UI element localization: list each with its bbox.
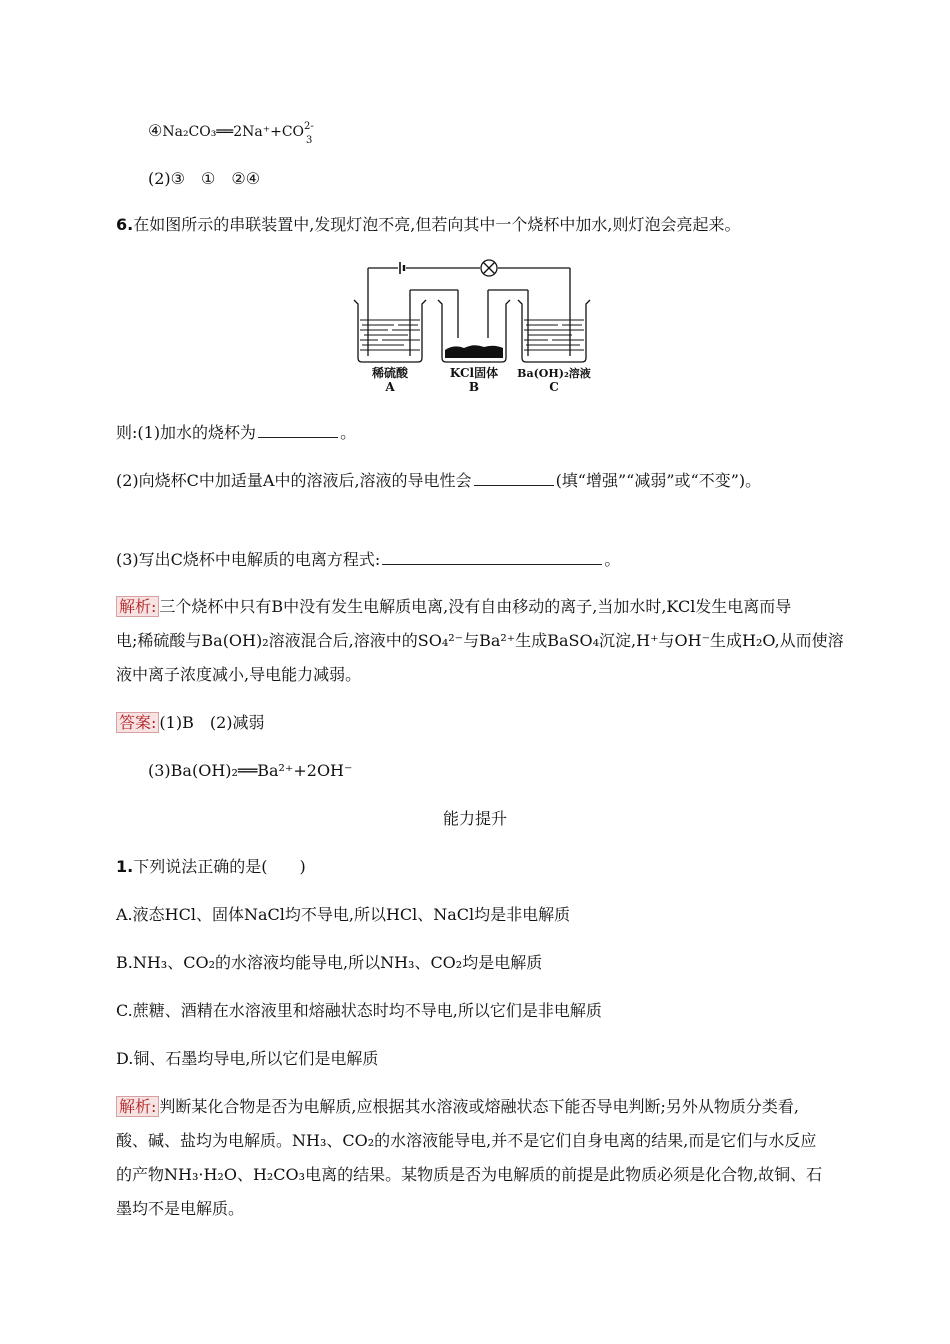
question-1-text: 下列说法正确的是( )	[133, 857, 306, 876]
equation-4-label: ④	[148, 121, 163, 140]
analysis-tag-2: 解析:	[116, 1096, 159, 1117]
question-6-part3-end: 。	[604, 550, 621, 569]
question-6-analysis-line1	[116, 596, 791, 618]
question-6-part2-text: (2)向烧杯C中加适量A中的溶液后,溶液的导电性会	[116, 471, 472, 490]
kcl-solid	[445, 345, 503, 358]
question-6-analysis-line3: 液中离子浓度减小,导电能力减弱。	[116, 665, 362, 684]
option-d[interactable]: D.铜、石墨均导电,所以它们是电解质	[116, 1049, 379, 1068]
answer-blank-1[interactable]	[258, 420, 338, 438]
question-6-analysis-line2: 电;稀硫酸与Ba(OH)₂溶液混合后,溶液中的SO₄²⁻与Ba²⁺生成BaSO₄沉淀,H⁺与OH⁻生成H₂O,从而使溶	[116, 631, 844, 650]
answer-text-1: (1)B (2)减弱	[159, 713, 265, 732]
beaker-c-label: Ba(OH)₂溶液	[517, 367, 591, 380]
beaker-a	[354, 300, 426, 362]
beaker-c-letter: C	[549, 380, 559, 394]
answer-tag: 答案:	[116, 712, 159, 733]
question-6-part1	[116, 420, 356, 444]
analysis-tag: 解析:	[116, 596, 159, 617]
equation-4	[148, 120, 316, 146]
question-6-text: 在如图所示的串联装置中,发现灯泡不亮,但若向其中一个烧杯中加水,则灯泡会亮起来。	[133, 215, 741, 234]
question-1-stem	[116, 856, 306, 878]
question-6-part2-end: (填“增强”“减弱”或“不变”)。	[555, 471, 762, 490]
option-c[interactable]: C.蔗糖、酒精在水溶液里和熔融状态时均不导电,所以它们是非电解质	[116, 1001, 602, 1020]
question-1-analysis-line4: 墨均不是电解质。	[116, 1199, 245, 1218]
question-6-number: 6.	[116, 215, 134, 234]
question-6-stem	[116, 214, 740, 236]
circuit-figure	[348, 258, 608, 398]
question-1-number: 1.	[116, 857, 134, 876]
beaker-a-label: 稀硫酸	[371, 366, 409, 380]
bulb-icon	[481, 260, 497, 276]
question-1-analysis-line3: 的产物NH₃·H₂O、H₂CO₃电离的结果。某物质是否为电解质的前提是此物质必须是化合物,故铜、石	[116, 1165, 823, 1184]
equation-4-ion-super: 2-	[304, 121, 314, 132]
equation-4-formula: Na₂CO₃══2Na⁺+CO	[162, 124, 305, 140]
question-6-part3-text: (3)写出C烧杯中电解质的电离方程式:	[116, 550, 381, 569]
beaker-c	[518, 300, 590, 362]
question-1-analysis-line2: 酸、碱、盐均为电解质。NH₃、CO₂的水溶液能导电,并不是它们自身电离的结果,而是它们与水反应	[116, 1131, 817, 1150]
question-6-answer-line2: (3)Ba(OH)₂══Ba²⁺+2OH⁻	[148, 761, 353, 780]
beaker-b-label: KCl固体	[449, 366, 499, 380]
equation-4-ion-sub: 3	[306, 135, 313, 146]
question-6-part1-text: 则:(1)加水的烧杯为	[116, 423, 257, 442]
question-6-part1-end: 。	[340, 423, 357, 442]
option-b[interactable]: B.NH₃、CO₂的水溶液均能导电,所以NH₃、CO₂均是电解质	[116, 953, 543, 972]
analysis-text-1: 三个烧杯中只有B中没有发生电解质电离,没有自由移动的离子,当加水时,KCl发生电离而导	[159, 597, 792, 616]
question-6-part2	[116, 468, 761, 492]
beaker-a-letter: A	[385, 380, 395, 394]
question-6-part3	[116, 547, 620, 571]
option-a[interactable]: A.液态HCl、固体NaCl均不导电,所以HCl、NaCl均是非电解质	[116, 905, 571, 924]
analysis-text-q1-1: 判断某化合物是否为电解质,应根据其水溶液或熔融状态下能否导电判断;另外从物质分类看,	[159, 1097, 799, 1116]
section-title: 能力提升	[442, 809, 507, 828]
question-1-analysis-line1	[116, 1096, 799, 1118]
beaker-b-letter: B	[468, 380, 480, 394]
answer-blank-2[interactable]	[474, 468, 554, 486]
question-6-answer-line1	[116, 712, 265, 734]
answer-2-prev: (2)③ ① ②④	[148, 169, 261, 188]
answer-blank-3[interactable]	[382, 547, 602, 565]
